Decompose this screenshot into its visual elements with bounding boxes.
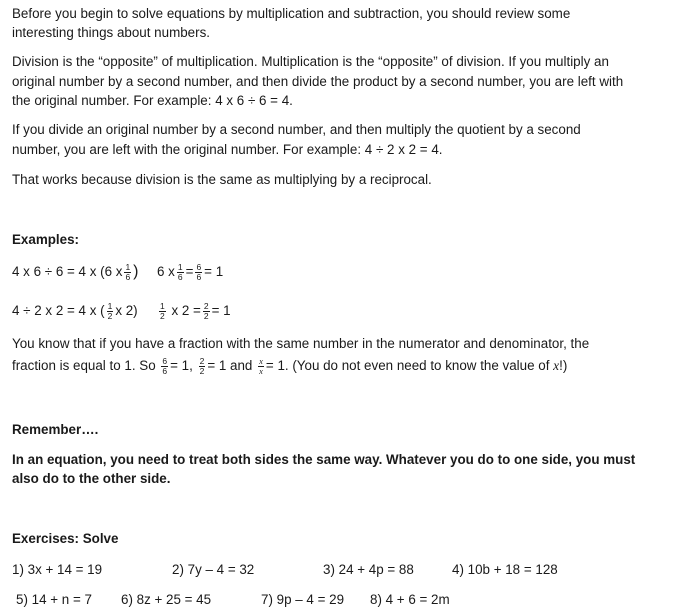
reverse-paragraph-line-2: number, you are left with the original number. For example: 4 ÷ 2 x 2 = 4.	[12, 142, 443, 157]
example-2-left-start: 4 ÷ 2 x 2 = 4 x (	[12, 303, 105, 319]
intro-line-2: interesting things about numbers.	[12, 25, 211, 40]
example-1-right-eq: =	[185, 264, 194, 280]
example-2-left	[12, 302, 138, 321]
exercise-7: 7) 9p – 4 = 29	[261, 592, 345, 607]
reciprocal-sentence: That works because division is the same as multiplying by a reciprocal.	[12, 172, 432, 187]
exercise-8: 8) 4 + 6 = 2m	[370, 592, 450, 607]
reverse-paragraph-line-1: If you divide an original number by a second number, and then multiply the quotient by a second	[12, 122, 581, 137]
fraction: $\frac{6}{6}$	[196, 262, 202, 282]
exercises-heading: Exercises: Solve	[12, 531, 119, 546]
fraction: $\frac{1}{2}$	[107, 301, 113, 321]
exercise-2: 2) 7y – 4 = 32	[172, 562, 255, 577]
fraction-note-t4: !)	[559, 358, 568, 374]
example-2-right	[157, 302, 231, 321]
example-2-left-end: x 2)	[115, 303, 138, 319]
division-paragraph-line-2: original number by a second number, and then divide the product by a second number, you are left with	[12, 74, 624, 89]
fraction: $\frac{1}{6}$	[125, 262, 131, 282]
fraction-note-t2: = 1 and	[207, 358, 253, 374]
remember-line-1: In an equation, you need to treat both sides the same way. Whatever you do to one side, you must	[12, 452, 636, 467]
examples-heading: Examples:	[12, 232, 79, 247]
example-1-left-start: 4 x 6 ÷ 6 = 4 x (6 x	[12, 264, 123, 280]
fraction: $\frac{6}{6}$	[162, 356, 168, 376]
example-1-right-end: = 1	[204, 264, 224, 280]
example-1-left	[12, 263, 139, 282]
fraction: $\frac{x}{x}$	[259, 356, 263, 376]
fraction-note-line-1: You know that if you have a fraction with the same number in the numerator and denominator, the	[12, 336, 590, 351]
exercise-6: 6) 8z + 25 = 45	[121, 592, 212, 607]
example-2-right-end: = 1	[211, 303, 231, 319]
example-1-right-start: 6 x	[157, 264, 175, 280]
exercise-1: 1) 3x + 14 = 19	[12, 562, 103, 577]
fraction-note-t3: = 1. (You do not even need to know the value of	[265, 358, 550, 374]
fraction-note-start: fraction is equal to 1. So	[12, 358, 156, 374]
remember-heading: Remember….	[12, 422, 99, 437]
fraction-note-line-2	[12, 357, 567, 376]
example-1-right	[157, 263, 223, 282]
intro-line-1: Before you begin to solve equations by multiplication and subtraction, you should review some	[12, 6, 571, 21]
exercise-4: 4) 10b + 18 = 128	[452, 562, 558, 577]
fraction: $\frac{1}{6}$	[177, 262, 183, 282]
fraction: $\frac{1}{2}$	[160, 301, 165, 321]
fraction: $\frac{2}{2}$	[203, 301, 209, 321]
division-paragraph-line-1: Division is the “opposite” of multiplication. Multiplication is the “opposite” of division. If you multiply an	[12, 54, 609, 69]
division-paragraph-line-3: the original number. For example: 4 x 6 ÷ 6 = 4.	[12, 93, 293, 108]
example-2-right-mid: x 2 =	[171, 303, 201, 319]
fraction-note-variable: x	[553, 358, 560, 374]
exercise-5: 5) 14 + n = 7	[16, 592, 92, 607]
exercise-3: 3) 24 + 4p = 88	[323, 562, 414, 577]
fraction-note-t1: = 1,	[170, 358, 193, 374]
fraction: $\frac{2}{2}$	[199, 356, 205, 376]
example-1-left-end: )	[133, 263, 139, 281]
remember-line-2: also do to the other side.	[12, 471, 171, 486]
